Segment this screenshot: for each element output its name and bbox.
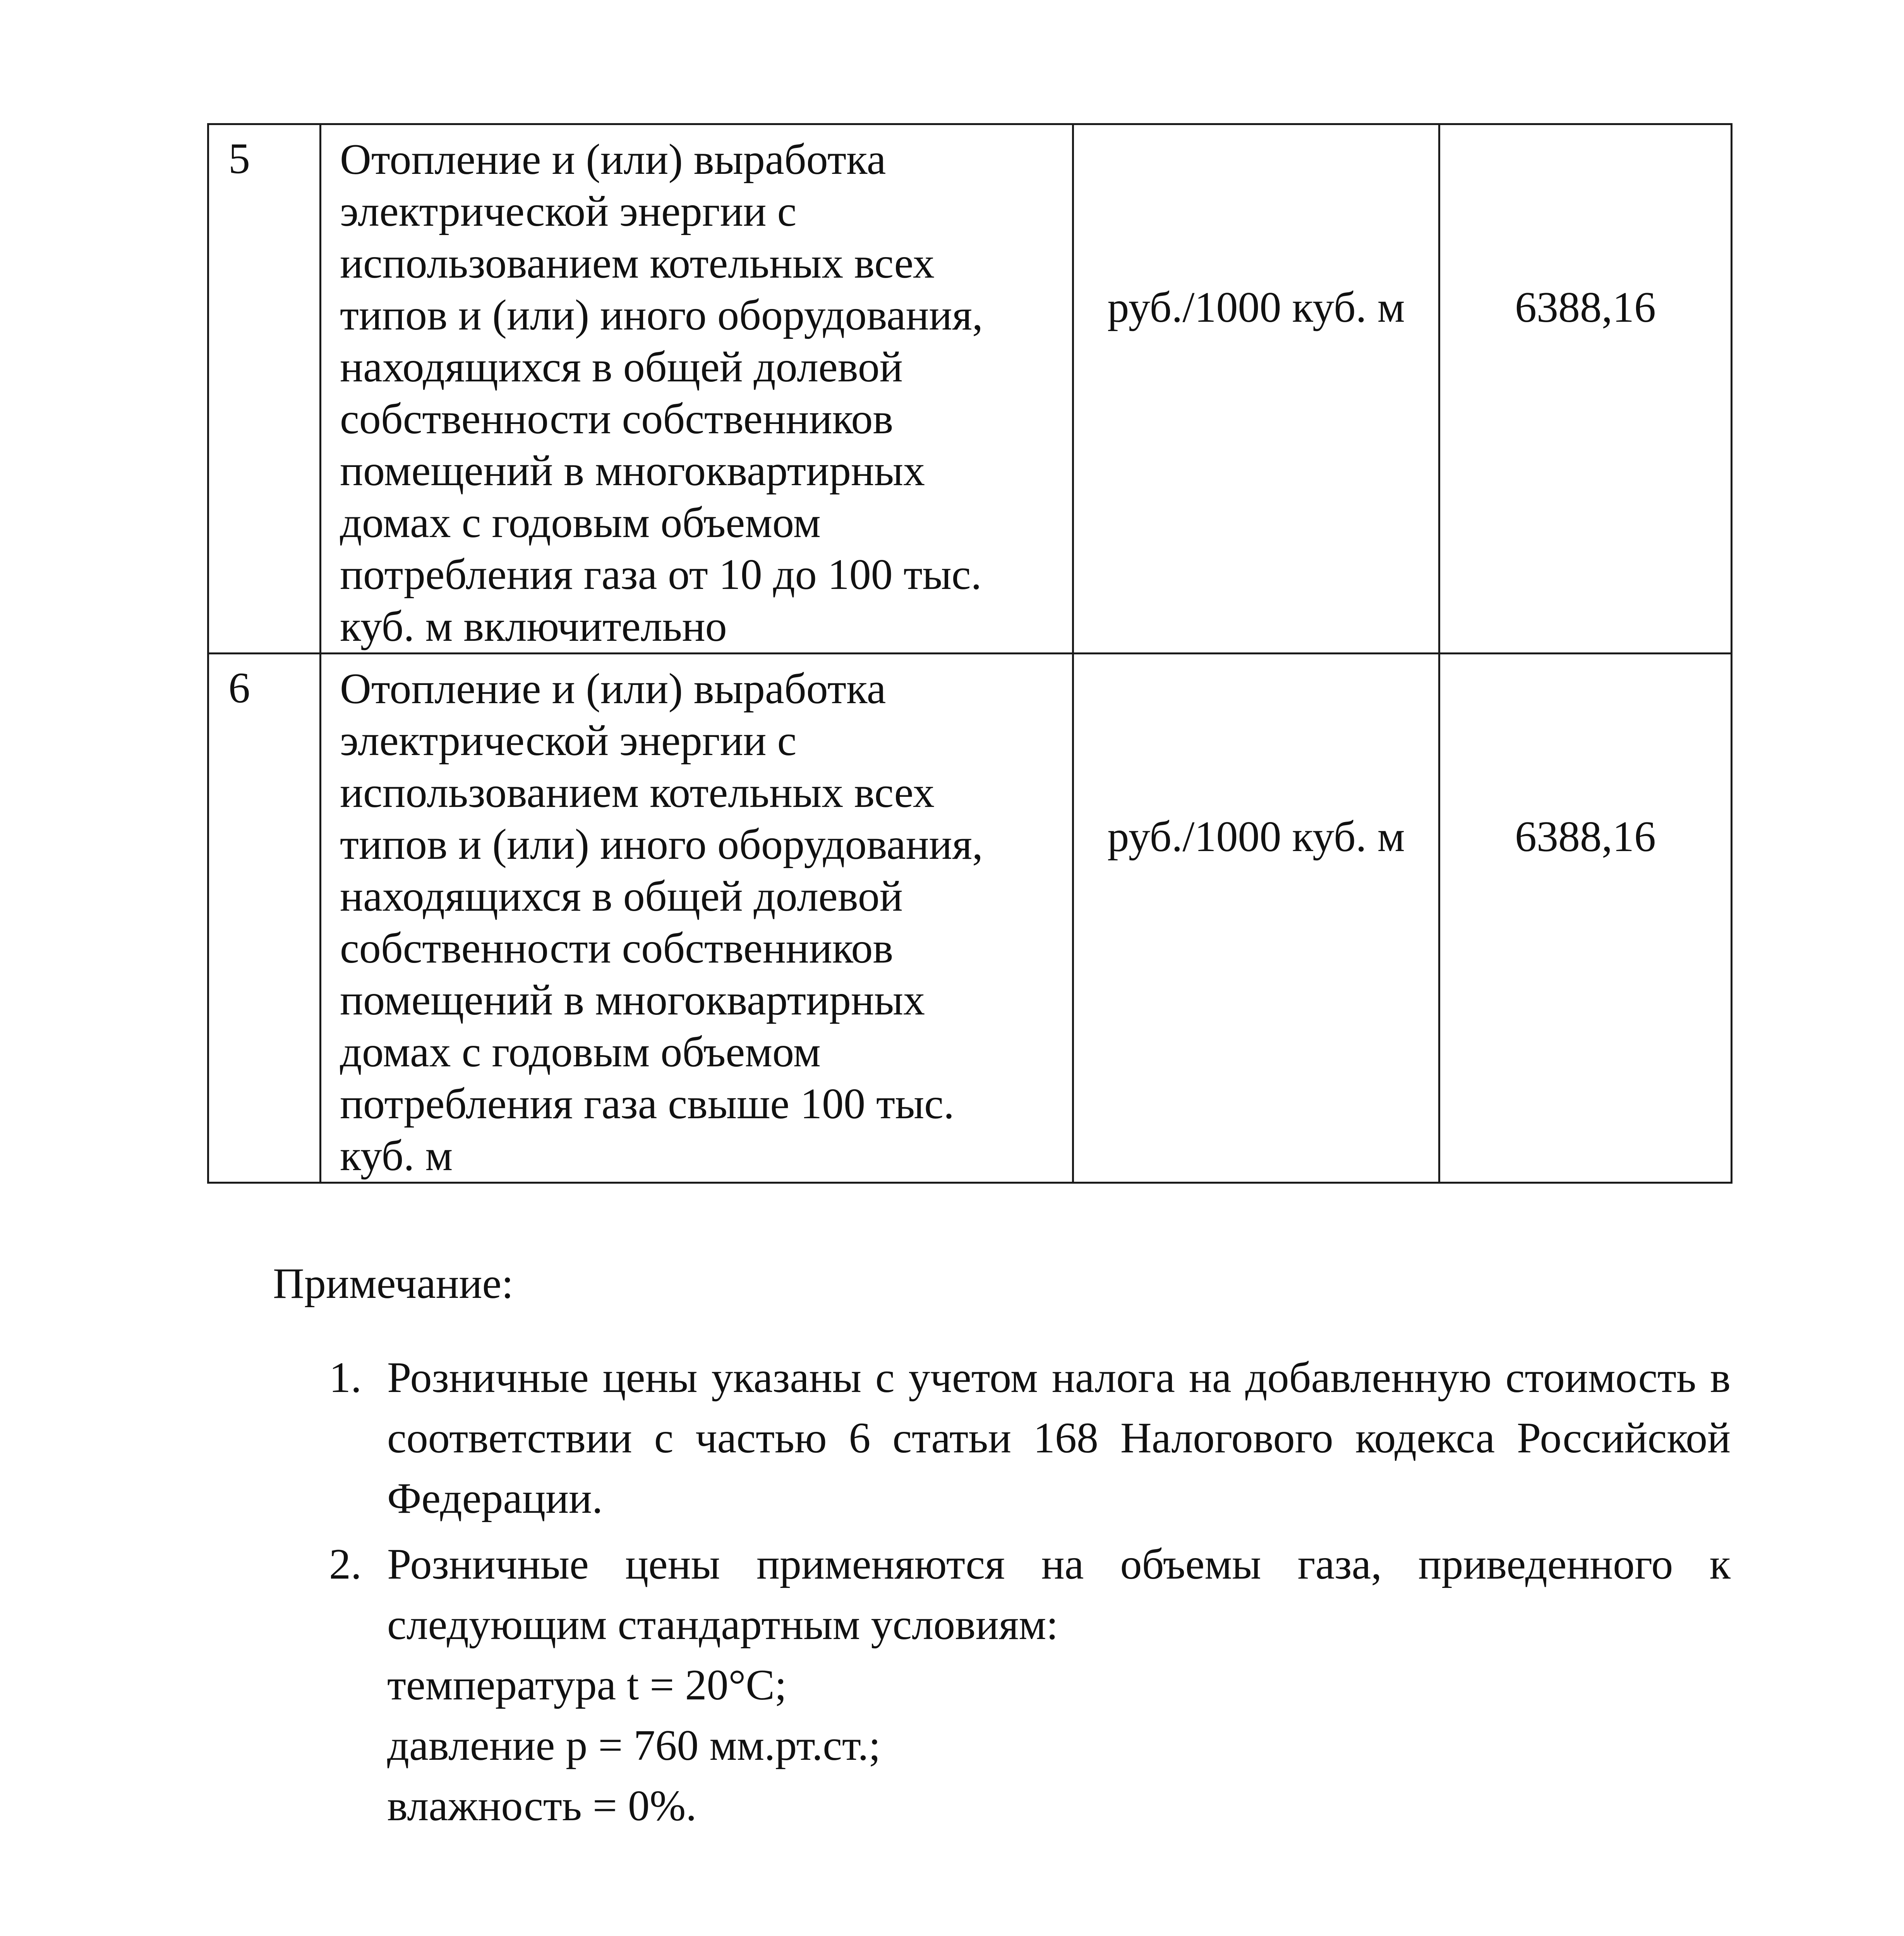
note-text: Розничные цены применяются на объемы газа, приведенного к следующим стандартным условиям: <box>387 1540 1731 1649</box>
row-unit: руб./1000 куб. м <box>1107 813 1405 861</box>
unit-cell <box>1073 654 1439 1183</box>
row-price: 6388,16 <box>1515 283 1656 331</box>
row-description: Отопление и (или) выработка электрической энергии с использованием котельных всех типов и (или) иного оборудования, находящихся в общей долевой собственности собственников помещений в многоквартирных домах с годовым объемом потребления газа от 10 до 100 тыс. куб. м включительно <box>340 136 983 650</box>
unit-cell <box>1073 124 1439 654</box>
row-number: 5 <box>228 135 250 183</box>
row-number-cell <box>208 654 321 1183</box>
price-cell <box>1439 654 1732 1183</box>
tariff-table <box>207 123 1732 1184</box>
note-text: Розничные цены указаны с учетом налога на добавленную стоимость в соответствии с частью 6 статьи 168 Налогового кодекса Российской Федерации. <box>387 1354 1731 1522</box>
table-row <box>208 654 1732 1183</box>
row-price: 6388,16 <box>1515 813 1656 861</box>
notes-title: Примечание: <box>273 1260 514 1308</box>
row-unit: руб./1000 куб. м <box>1107 283 1405 331</box>
description-cell <box>321 124 1073 654</box>
note-marker: 2. <box>329 1540 362 1588</box>
row-number-cell <box>208 124 321 654</box>
row-number: 6 <box>228 664 250 712</box>
description-cell <box>321 654 1073 1183</box>
price-cell <box>1439 124 1732 654</box>
notes-list <box>329 1347 1731 1836</box>
table-row <box>208 124 1732 654</box>
row-description: Отопление и (или) выработка электрической энергии с использованием котельных всех типов и (или) иного оборудования, находящихся в общей долевой собственности собственников помещений в многоквартирных домах с годовым объемом потребления газа свыше 100 тыс. куб. м <box>340 665 983 1180</box>
note-marker: 1. <box>329 1354 362 1402</box>
note-item <box>329 1347 1731 1529</box>
standard-conditions: температура t = 20°С; давление р = 760 мм.рт.ст.; влажность = 0%. <box>387 1661 881 1830</box>
note-item <box>329 1534 1731 1836</box>
